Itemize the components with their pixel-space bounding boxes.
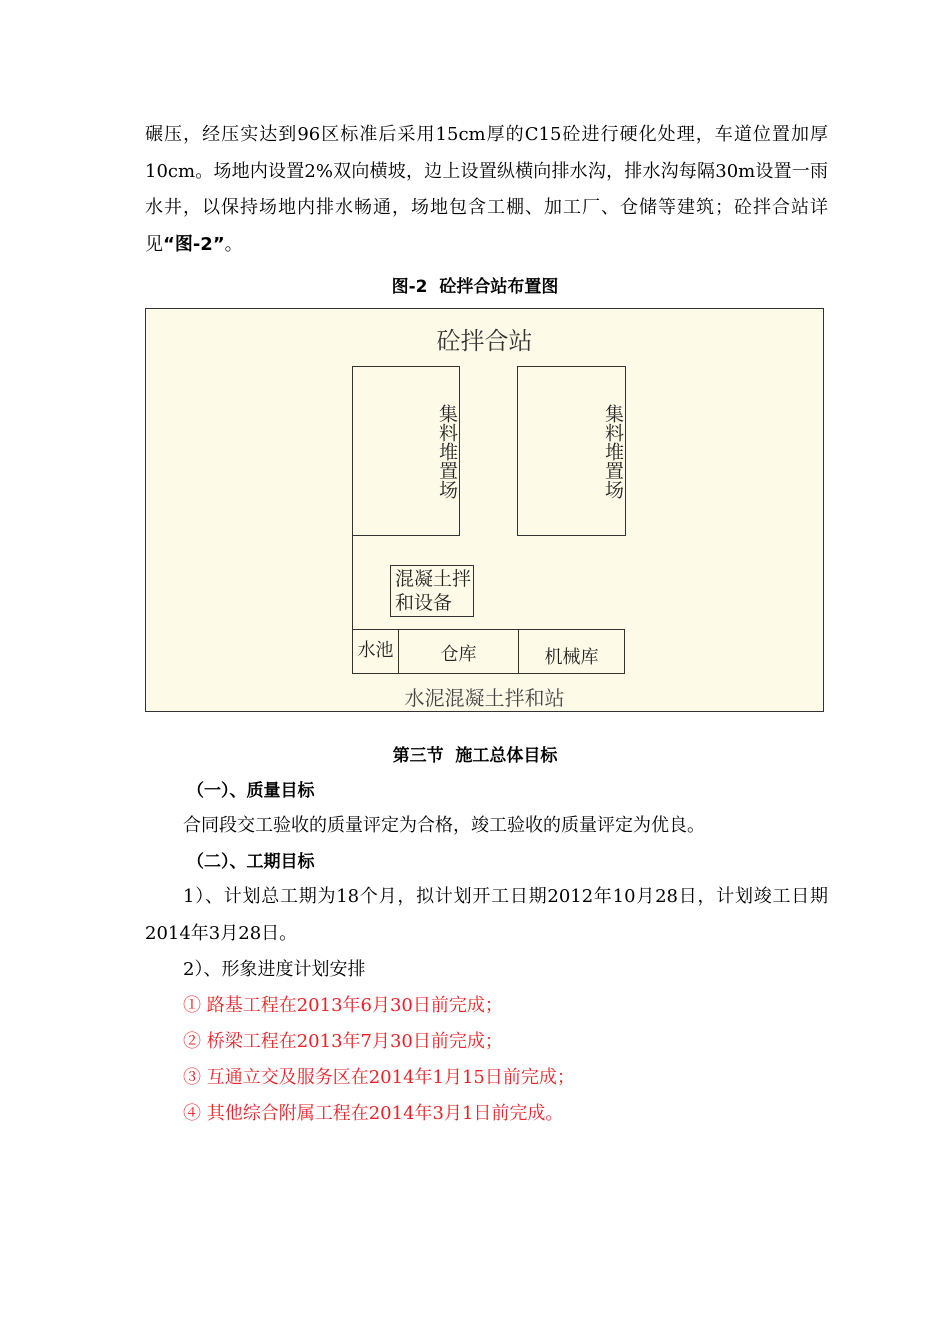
machinery-box	[518, 629, 625, 674]
left-stockpile-label: 集料堆置场	[436, 403, 458, 499]
right-stockpile-label: 集料堆置场	[602, 403, 624, 499]
mixing-station-diagram	[145, 308, 824, 712]
warehouse-label: 仓库	[440, 644, 477, 665]
intro-end: 。	[224, 233, 243, 255]
milestone-item: ③ 互通立交及服务区在2014年1月15日前完成；	[183, 1067, 575, 1088]
milestone-item: ② 桥梁工程在2013年7月30日前完成；	[183, 1031, 503, 1052]
milestone-item: ④ 其他综合附属工程在2014年3月1日前完成。	[183, 1103, 564, 1124]
mixer-label-line1: 混凝土拌	[395, 568, 472, 590]
intro-paragraph	[145, 117, 828, 263]
right-stockpile-box	[517, 366, 626, 536]
machinery-label: 机械库	[544, 647, 599, 668]
section-title: 第三节 施工总体目标	[392, 746, 558, 766]
milestone-item: ① 路基工程在2013年6月30日前完成；	[183, 995, 503, 1016]
pool-label: 水池	[357, 640, 394, 661]
intro-text: 碾压，经压实达到96区标准后采用15cm厚的C15砼进行硬化处理，车道位置加厚10cm。场地内设置2%双向横坡，边上设置纵横向排水沟，排水沟每隔30m设置一雨水井，以保持场地内排水畅通，场地包含工棚、加工厂、仓储等建筑；砼拌合站详见	[145, 124, 828, 255]
schedule-item-2: 2）、形象进度计划安排	[183, 959, 366, 980]
quality-text: 合同段交工验收的质量评定为合格，竣工验收的质量评定为优良。	[183, 815, 705, 836]
schedule-heading: （二）、工期目标	[187, 852, 315, 872]
mixer-label-line2: 和设备	[395, 592, 453, 614]
quality-heading: （一）、质量目标	[187, 781, 315, 801]
diagram-title: 砼拌合站	[436, 327, 533, 355]
mixer-equipment-box	[390, 565, 474, 617]
diagram-bottom-label: 水泥混凝土拌和站	[404, 686, 565, 710]
figure-caption: 图-2 砼拌合站布置图	[391, 277, 559, 297]
schedule-item-1: 1）、计划总工期为18个月，拟计划开工日期2012年10月28日，计划竣工日期2014年3月28日。	[145, 886, 828, 944]
left-stockpile-box	[352, 366, 460, 536]
warehouse-box	[398, 629, 519, 674]
figure-reference: “图-2”	[163, 233, 225, 255]
pool-box	[352, 629, 399, 674]
vertical-divider	[352, 535, 353, 629]
